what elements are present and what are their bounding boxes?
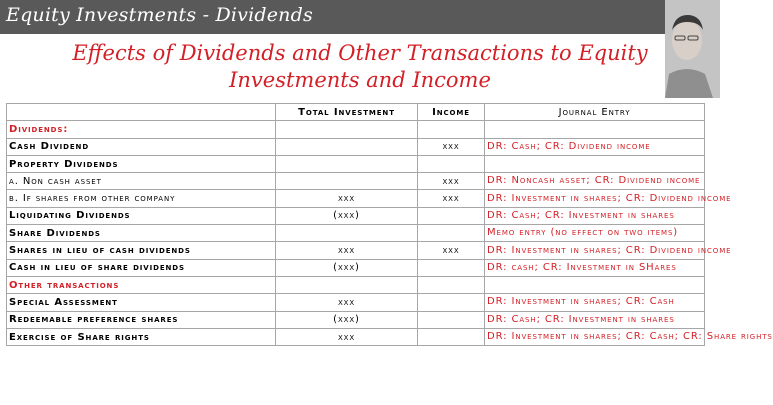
cell-journal (485, 121, 705, 138)
section-dividends: Dividends: (7, 121, 276, 138)
cell-income: xxx (418, 242, 485, 259)
table-row (7, 328, 705, 345)
cell-total (276, 173, 418, 190)
row-label: Cash in lieu of share dividends (7, 259, 276, 276)
cell-total: (xxx) (276, 311, 418, 328)
cell-total (276, 138, 418, 155)
cell-income: xxx (418, 173, 485, 190)
row-label: Redeemable preference shares (7, 311, 276, 328)
header-blank (7, 104, 276, 121)
slide-title: Equity Investments - Dividends (6, 4, 313, 26)
cell-income: xxx (418, 138, 485, 155)
cell-total: (xxx) (276, 259, 418, 276)
dividends-table (6, 103, 773, 346)
cell-journal: Memo entry (no effect on two items) (485, 225, 705, 242)
row-label: Liquidating Dividends (7, 207, 276, 224)
table-row (7, 294, 705, 311)
table-row (7, 155, 705, 172)
table-header-row (7, 104, 705, 121)
table-row (7, 190, 705, 207)
cell-total: xxx (276, 190, 418, 207)
cell-income (418, 225, 485, 242)
cell-journal: DR: Investment in shares; CR: Dividend income (485, 242, 705, 259)
table-row (7, 311, 705, 328)
cell-income (418, 155, 485, 172)
table-row (7, 276, 705, 293)
cell-journal (485, 276, 705, 293)
cell-income (418, 276, 485, 293)
cell-total (276, 225, 418, 242)
table-row (7, 138, 705, 155)
cell-journal (485, 155, 705, 172)
cell-journal: DR: Investment in shares; CR: Dividend income (485, 190, 705, 207)
cell-income (418, 121, 485, 138)
cell-income (418, 259, 485, 276)
table-row (7, 259, 705, 276)
heading-line-2: Investments and Income (229, 68, 491, 92)
section-other-transactions: Other transactions (7, 276, 276, 293)
heading-line-1: Effects of Dividends and Other Transactions to Equity (72, 41, 648, 65)
header-income: Income (418, 104, 485, 121)
cell-journal: DR: Cash; CR: Investment in shares (485, 311, 705, 328)
table-row (7, 207, 705, 224)
cell-income (418, 328, 485, 345)
slide-heading (40, 40, 680, 94)
cell-income: xxx (418, 190, 485, 207)
cell-total (276, 276, 418, 293)
cell-total: xxx (276, 294, 418, 311)
row-label: a. Non cash asset (7, 173, 276, 190)
table-row (7, 225, 705, 242)
header-total-investment: Total Investment (276, 104, 418, 121)
cell-journal: DR: Cash; CR: Investment in shares (485, 207, 705, 224)
row-label: Share Dividends (7, 225, 276, 242)
row-label: Cash Dividend (7, 138, 276, 155)
cell-total (276, 121, 418, 138)
cell-journal: DR: Cash; CR: Dividend income (485, 138, 705, 155)
cell-total: xxx (276, 242, 418, 259)
table-row (7, 121, 705, 138)
cell-journal: DR: Investment in shares; CR: Cash (485, 294, 705, 311)
header-journal-entry: Journal Entry (485, 104, 705, 121)
title-bar (0, 0, 665, 34)
table-row (7, 173, 705, 190)
row-label: Special Assessment (7, 294, 276, 311)
row-label: Exercise of Share rights (7, 328, 276, 345)
cell-income (418, 207, 485, 224)
row-label: b. If shares from other company (7, 190, 276, 207)
cell-journal: DR: Noncash asset; CR: Dividend income (485, 173, 705, 190)
cell-total (276, 155, 418, 172)
row-label: Shares in lieu of cash dividends (7, 242, 276, 259)
row-label: Property Dividends (7, 155, 276, 172)
cell-journal: DR: cash; CR: Investment in SHares (485, 259, 705, 276)
cell-total: xxx (276, 328, 418, 345)
cell-journal: DR: Investment in shares; CR: Cash; CR: Share rights (485, 328, 705, 345)
table-row (7, 242, 705, 259)
cell-income (418, 311, 485, 328)
cell-income (418, 294, 485, 311)
cell-total: (xxx) (276, 207, 418, 224)
